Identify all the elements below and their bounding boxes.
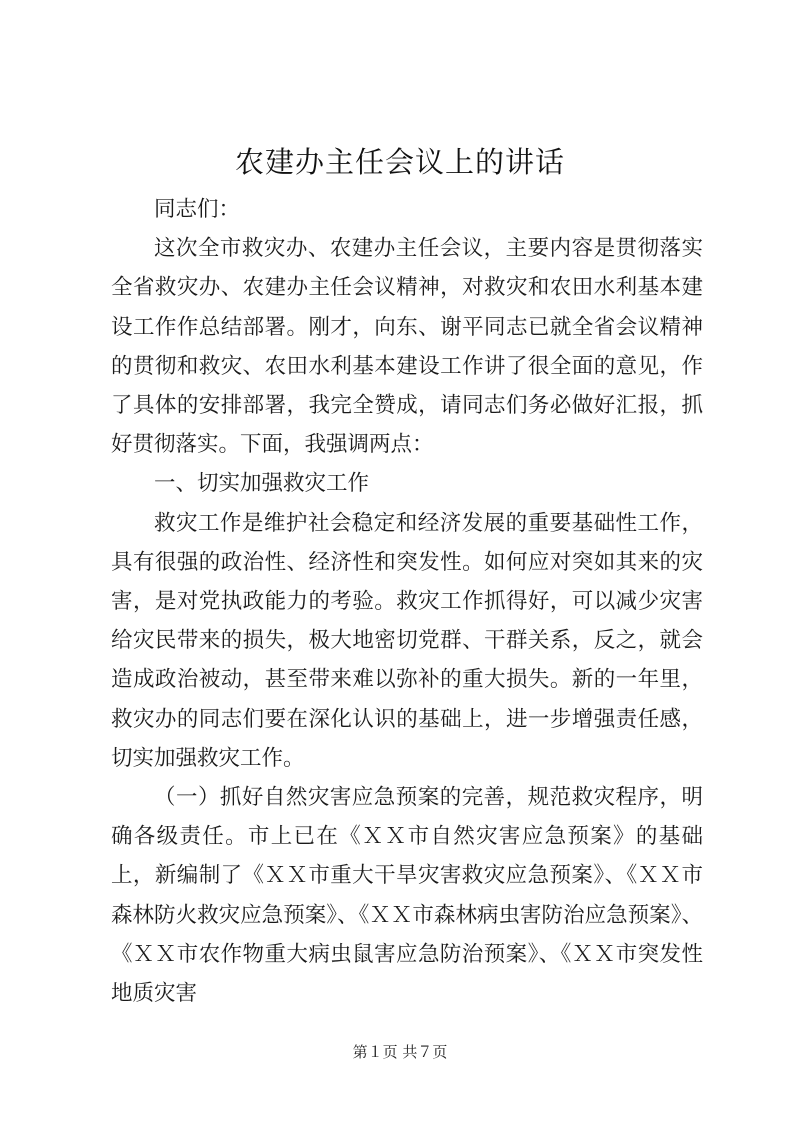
greeting: 同志们： [154, 197, 241, 222]
paragraph-disaster-relief: 救灾工作是维护社会稳定和经济发展的重要基础性工作，具有很强的政治性、经济性和突发性。如何应对突如其来的灾害，是对党执政能力的考验。救灾工作抓得好，可以减少灾害给灾民带来的损失，极大地密切党群、干群关系，反之，就会造成政治被动，甚至带来难以弥补的重大损失。新的一年里，救灾办的同志们要在深化认识的基础上，进一步增强责任感，切实加强救灾工作。 [111, 510, 703, 771]
paragraph-subsection-1: （一）抓好自然灾害应急预案的完善，规范救灾程序，明确各级责任。市上已在《ＸＸ市自然灾害应急预案》的基础上，新编制了《ＸＸ市重大干旱灾害救灾应急预案》、《ＸＸ市森林防火救灾应急预案》、《ＸＸ市森林病虫害防治应急预案》、《ＸＸ市农作物重大病虫鼠害应急防治预案》、《ＸＸ市突发性地质灾害 [111, 785, 703, 1007]
document-title: 农建办主任会议上的讲话 [234, 145, 565, 179]
document-body [111, 190, 703, 1013]
page-footer: 第１页 共７页 [352, 1043, 448, 1061]
paragraph-intro: 这次全市救灾办、农建办主任会议，主要内容是贯彻落实全省救灾办、农建办主任会议精神，对救灾和农田水利基本建设工作作总结部署。刚才，向东、谢平同志已就全省会议精神的贯彻和救灾、农田水利基本建设工作讲了很全面的意见，作了具体的安排部署，我完全赞成，请同志们务必做好汇报，抓好贯彻落实。下面，我强调两点： [111, 236, 703, 458]
section-heading: 一、切实加强救灾工作 [154, 471, 370, 497]
